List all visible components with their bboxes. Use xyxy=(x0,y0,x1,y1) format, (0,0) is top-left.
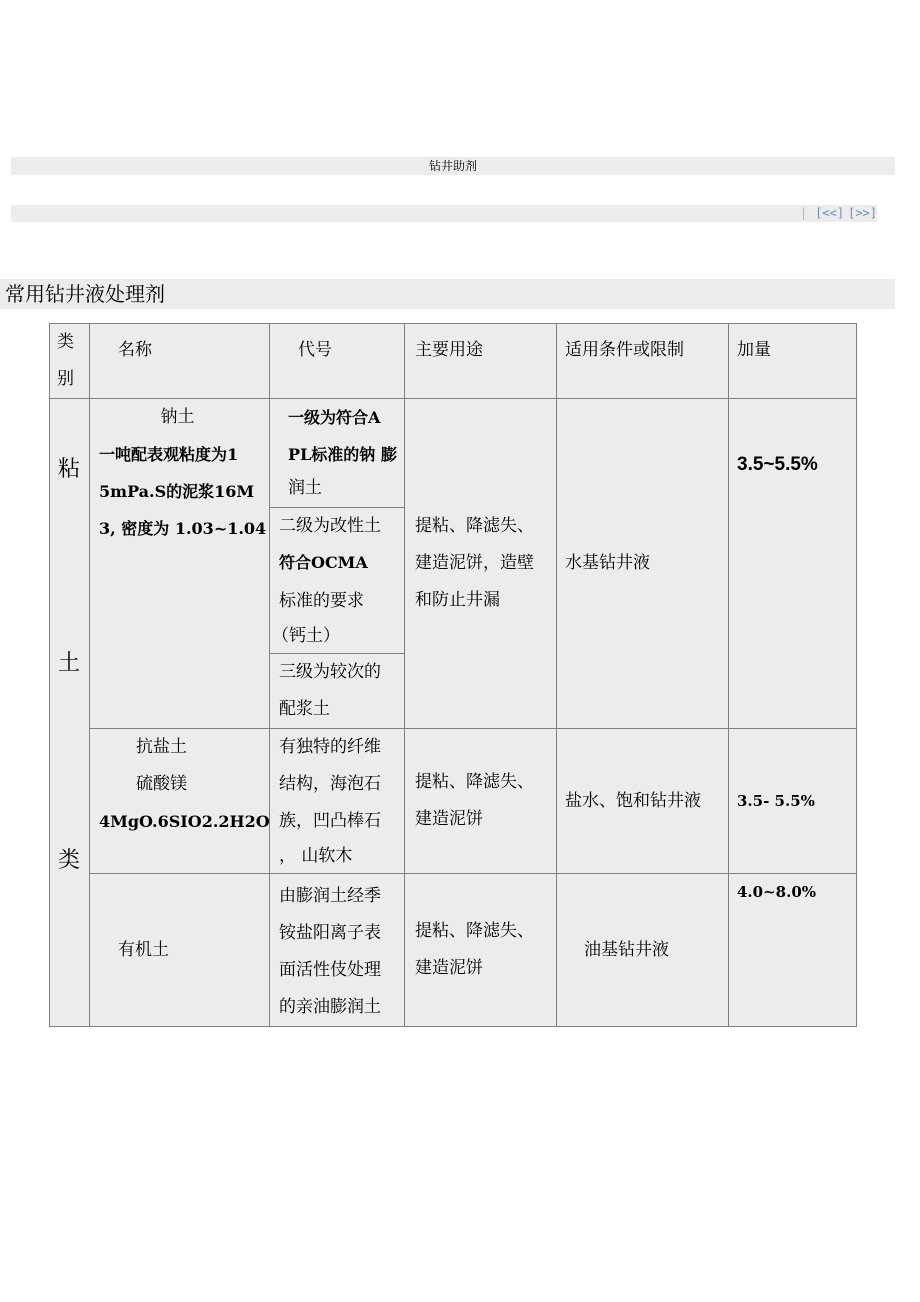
code-cell-grade-1 xyxy=(270,399,405,508)
name2-line-3: 4MgO.6SIO2.2H2O xyxy=(99,812,270,831)
code-cell-organic-clay xyxy=(270,874,405,1027)
next-page-link[interactable]: [>>] xyxy=(848,206,877,220)
header-amount-label: 加量 xyxy=(737,340,771,360)
name-cell-organic-clay xyxy=(90,874,270,1027)
name-line-2: 5mPa.S的泥浆16M xyxy=(99,482,255,501)
category-char-1: 粘 xyxy=(57,457,80,482)
condition-text: 水基钻井液 xyxy=(565,553,650,573)
code2-line-3: 标准的要求 xyxy=(279,591,364,611)
code-cell-grade-2 xyxy=(270,508,405,654)
amount-text: 3.5~5.5% xyxy=(737,454,818,475)
code-cell-grade-3 xyxy=(270,654,405,729)
name-cell-salt-clay xyxy=(90,729,270,874)
name-title: 钠土 xyxy=(160,407,195,427)
use3-line-2: 建造泥饼 xyxy=(415,958,483,978)
header-use-label: 主要用途 xyxy=(415,340,483,360)
code-row2-line-4: ， 山软木 xyxy=(279,846,353,866)
nav-separator: | xyxy=(799,206,808,220)
header-name xyxy=(90,324,270,399)
amount-cell-salt-clay xyxy=(729,729,857,874)
table-row xyxy=(50,399,857,508)
code-row2-line-3: 族，凹凸棒石 xyxy=(279,811,381,831)
header-category-line2: 别 xyxy=(57,369,74,389)
amount-cell-sodium-clay xyxy=(729,399,857,729)
name2-line-2: 硫酸镁 xyxy=(136,774,187,794)
code-row3-line-2: 铵盐阳离子表 xyxy=(279,923,381,943)
code-cell-salt-clay xyxy=(270,729,405,874)
use3-line-1: 提粘、降滤失、 xyxy=(415,921,534,941)
header-condition-label: 适用条件或限制 xyxy=(565,340,684,360)
code-row3-line-4: 的亲油膨润土 xyxy=(279,997,381,1017)
header-name-label: 名称 xyxy=(118,340,152,360)
name3-text: 有机土 xyxy=(118,939,169,960)
code-row2-line-1: 有独特的纤维 xyxy=(279,737,381,757)
code-row3-line-1: 由膨润土经季 xyxy=(279,886,381,906)
code3-line-1: 三级为较次的 xyxy=(279,662,381,682)
header-code-label: 代号 xyxy=(298,340,332,360)
category-char-2: 土 xyxy=(57,651,80,676)
use-cell-sodium-clay xyxy=(405,399,557,729)
table-header-row xyxy=(50,324,857,399)
name-cell-sodium-clay xyxy=(90,399,270,729)
code2-line-2: 符合OCMA xyxy=(279,553,368,572)
code2-line-1: 二级为改性土 xyxy=(279,516,381,536)
condition-cell-sodium-clay xyxy=(557,399,729,729)
pagination-bar xyxy=(11,205,877,222)
use2-line-1: 提粘、降滤失、 xyxy=(415,772,534,792)
amount-cell-organic-clay xyxy=(729,874,857,1027)
table-row xyxy=(50,874,857,1027)
name-line-3: 3, 密度为 1.03~1.04 xyxy=(99,519,267,538)
prev-page-link[interactable]: [<<] xyxy=(815,206,845,220)
use-line-3: 和防止井漏 xyxy=(415,590,500,610)
banner-title: 钻井助剂 xyxy=(428,159,477,173)
amount3-text: 4.0~8.0% xyxy=(737,883,817,901)
code2-line-4: （钙土） xyxy=(272,626,340,646)
name2-line-1: 抗盐土 xyxy=(136,737,187,757)
section-heading: 常用钻井液处理剂 xyxy=(0,279,895,309)
category-cell xyxy=(50,399,90,1027)
condition3-text: 油基钻井液 xyxy=(584,939,669,960)
use-cell-salt-clay xyxy=(405,729,557,874)
header-amount xyxy=(729,324,857,399)
condition-cell-organic-clay xyxy=(557,874,729,1027)
name-line-1: 一吨配表观粘度为1 xyxy=(99,445,239,464)
code1-line-3: 润土 xyxy=(288,478,322,498)
use-cell-organic-clay xyxy=(405,874,557,1027)
table-row xyxy=(50,729,857,874)
use-line-2: 建造泥饼，造壁 xyxy=(415,553,534,573)
condition2-text: 盐水、饱和钻井液 xyxy=(565,790,701,811)
code1-line-2: PL标准的钠 膨 xyxy=(288,445,397,464)
use2-line-2: 建造泥饼 xyxy=(415,809,483,829)
category-char-3: 类 xyxy=(57,848,80,873)
code-row3-line-3: 面活性伎处理 xyxy=(279,960,381,980)
header-category xyxy=(50,324,90,399)
header-condition xyxy=(557,324,729,399)
code1-line-1: 一级为符合A xyxy=(288,408,381,427)
code-row2-line-2: 结构，海泡石 xyxy=(279,774,381,794)
amount2-text: 3.5- 5.5% xyxy=(737,791,815,810)
header-category-line1: 类 xyxy=(57,332,74,352)
use-line-1: 提粘、降滤失、 xyxy=(415,516,534,536)
condition-cell-salt-clay xyxy=(557,729,729,874)
header-code xyxy=(270,324,405,399)
header-use xyxy=(405,324,557,399)
code3-line-2: 配浆土 xyxy=(279,699,330,719)
page-banner xyxy=(11,157,895,175)
additives-table xyxy=(49,323,857,1027)
